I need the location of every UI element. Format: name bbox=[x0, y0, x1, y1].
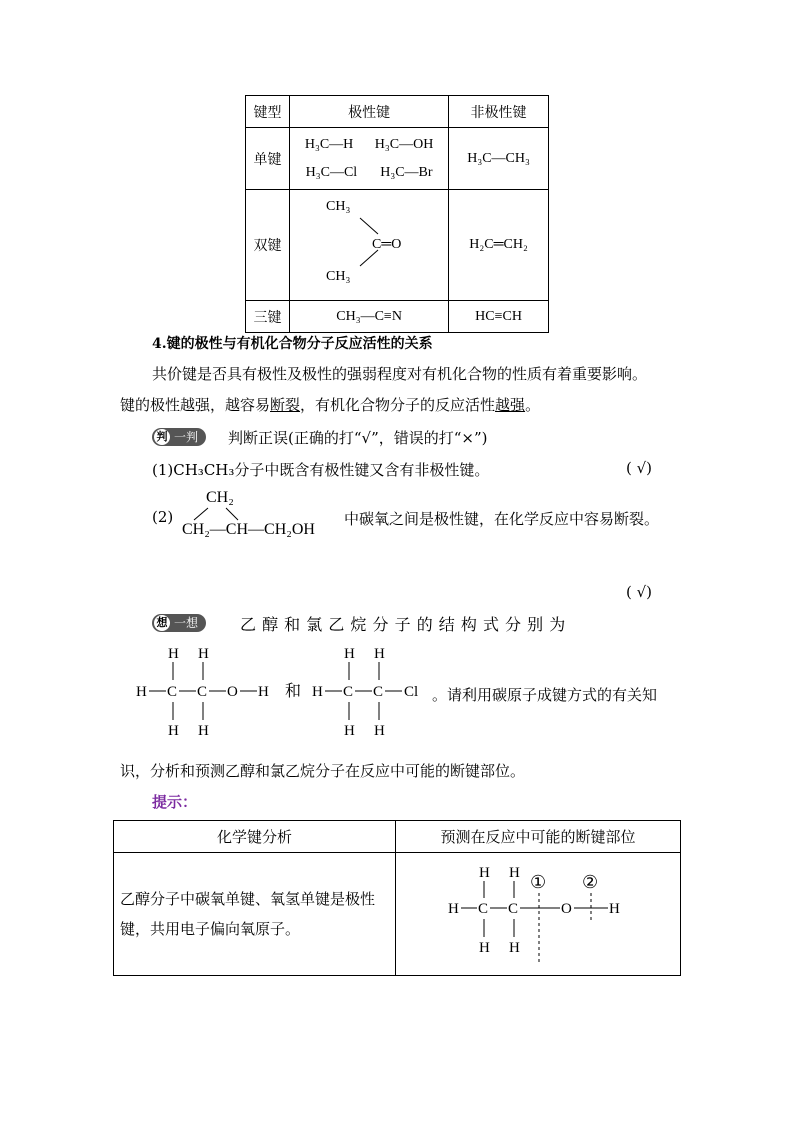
para2-text-b: ，有机化合物分子的反应活性 bbox=[300, 396, 496, 414]
acetone-ch3-bottom: CH₃ bbox=[326, 269, 351, 284]
think-badge bbox=[152, 614, 206, 632]
ethanol-chloroethane-structures bbox=[130, 642, 460, 742]
hint-prediction-cell bbox=[396, 853, 681, 976]
judge-a1: ( √) bbox=[626, 459, 653, 477]
judge-badge bbox=[152, 428, 206, 446]
hint-analysis-cell: 乙醇分子中碳氧单键、氧氢单键是极性键，共用电子偏向氧原子。 bbox=[114, 853, 396, 976]
break-c2: C bbox=[508, 901, 519, 917]
break-h2: H bbox=[509, 865, 520, 881]
chloro-c2: C bbox=[373, 684, 384, 700]
ethanol-h4: H bbox=[168, 723, 179, 739]
think-line1: 乙 醇 和 氯 乙 烷 分 子 的 结 构 式 分 别 为 bbox=[240, 615, 566, 634]
cell-polar-single bbox=[290, 128, 449, 190]
acetone-carbonyl: C═O bbox=[372, 237, 402, 252]
header-polar: 极性键 bbox=[290, 96, 449, 128]
cell-nonpolar-double: H₂C═CH₂ bbox=[449, 190, 549, 301]
para2-text-c: 。 bbox=[525, 396, 541, 414]
think-badge-char: 想 bbox=[154, 615, 170, 631]
break-h1: H bbox=[479, 865, 490, 881]
judge-badge-text: 一判 bbox=[174, 430, 199, 444]
chloro-h3: H bbox=[312, 684, 323, 700]
ethanol-h3: H bbox=[136, 684, 147, 700]
section4-para1: 共价键是否具有极性及极性的强弱程度对有机化合物的性质有着重要影响。 bbox=[152, 365, 648, 383]
propenol-bond-right bbox=[226, 508, 238, 520]
row-single bbox=[246, 128, 549, 190]
formula-methanol: H₃C—OH bbox=[374, 136, 434, 152]
chloro-h5: H bbox=[374, 723, 385, 739]
formula-ch4: H₃C—H bbox=[304, 136, 354, 152]
hint-header-analysis: 化学键分析 bbox=[114, 821, 396, 853]
judge-q1: (1)CH₃CH₃分子中既含有极性键又含有非极性键。 bbox=[152, 461, 490, 479]
ethanol-h2: H bbox=[198, 646, 209, 662]
ethanol-h1: H bbox=[168, 646, 179, 662]
ethanol-h-oh: H bbox=[258, 684, 269, 700]
cell-type-triple: 三键 bbox=[246, 301, 290, 333]
acetone-structure bbox=[290, 190, 448, 296]
break-h3: H bbox=[448, 901, 459, 917]
break-h-oh: H bbox=[609, 901, 620, 917]
cell-polar-double bbox=[290, 190, 449, 301]
formula-bromomethane: H₃C—Br bbox=[380, 164, 433, 180]
cell-type-double: 双键 bbox=[246, 190, 290, 301]
row-triple bbox=[246, 301, 549, 333]
section4-para2 bbox=[120, 394, 540, 415]
para2-text-a: 键的极性越强，越容易 bbox=[120, 396, 271, 414]
ethanol-c1: C bbox=[167, 684, 178, 700]
break-c1: C bbox=[478, 901, 489, 917]
cell-nonpolar-single: H₃C—CH₃ bbox=[449, 128, 549, 190]
row-double bbox=[246, 190, 549, 301]
para2-underline-stronger: 越强 bbox=[495, 396, 526, 414]
cell-nonpolar-triple: HC≡CH bbox=[449, 301, 549, 333]
think-line3: 识，分析和预测乙醇和氯乙烷分子在反应中可能的断键部位。 bbox=[120, 762, 526, 780]
para2-underline-break: 断裂 bbox=[270, 396, 301, 414]
acetone-bond-bottom bbox=[360, 250, 378, 266]
header-nonpolar: 非极性键 bbox=[449, 96, 549, 128]
bond-type-table bbox=[245, 95, 549, 333]
hint-header-prediction: 预测在反应中可能的断键部位 bbox=[396, 821, 681, 853]
think-after-struct: 。请利用碳原子成键方式的有关知 bbox=[432, 686, 658, 704]
judge-q2-label: (2) bbox=[152, 508, 174, 526]
chloro-h2: H bbox=[374, 646, 385, 662]
ethanol-h5: H bbox=[198, 723, 209, 739]
break-h5: H bbox=[509, 940, 520, 956]
ethanol-break-diagram bbox=[396, 853, 680, 971]
judge-instruction: 判断正误(正确的打“√”，错误的打“×”) bbox=[228, 429, 488, 447]
judge-badge-char: 判 bbox=[154, 429, 170, 445]
propenol-chain: CH₂—CH—CH₂OH bbox=[182, 521, 315, 538]
formula-chloromethane: H₃C—Cl bbox=[305, 164, 358, 180]
propenol-bond-left bbox=[194, 508, 208, 520]
break-o: O bbox=[561, 901, 572, 917]
chloro-c1: C bbox=[343, 684, 354, 700]
chloro-cl: Cl bbox=[404, 684, 419, 700]
acetone-ch3-top: CH₃ bbox=[326, 199, 351, 214]
propenol-structure bbox=[178, 484, 344, 544]
ethanol-c2: C bbox=[197, 684, 208, 700]
ethanol-o: O bbox=[227, 684, 238, 700]
hint-label: 提示： bbox=[152, 793, 198, 811]
think-badge-text: 一想 bbox=[174, 616, 199, 630]
judge-q2-text: 中碳氧之间是极性键，在化学反应中容易断裂。 bbox=[344, 510, 660, 528]
section4-heading: 4.键的极性与有机化合物分子反应活性的关系 bbox=[152, 336, 433, 352]
break-marker-2: ② bbox=[582, 872, 599, 892]
judge-a2: ( √) bbox=[626, 583, 653, 601]
think-and-word: 和 bbox=[285, 683, 302, 700]
break-marker-1: ① bbox=[530, 872, 547, 892]
break-h4: H bbox=[479, 940, 490, 956]
propenol-ch2-top: CH₂ bbox=[206, 489, 234, 506]
ethanol-structure bbox=[136, 646, 269, 739]
hint-table bbox=[113, 820, 681, 976]
cell-type-single: 单键 bbox=[246, 128, 290, 190]
chloroethane-structure bbox=[312, 646, 418, 739]
acetone-bond-top bbox=[360, 218, 378, 234]
header-bond-type: 键型 bbox=[246, 96, 290, 128]
chloro-h4: H bbox=[344, 723, 355, 739]
cell-polar-triple: CH₃—C≡N bbox=[290, 301, 449, 333]
chloro-h1: H bbox=[344, 646, 355, 662]
